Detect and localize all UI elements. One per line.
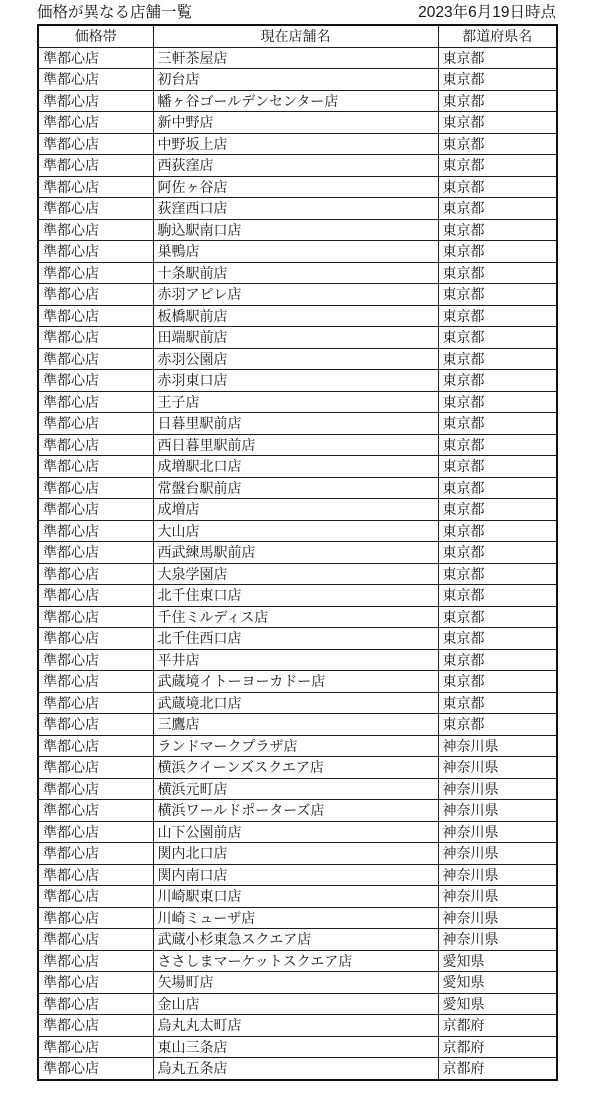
- prefecture-cell: 東京都: [438, 176, 557, 198]
- store-name-cell: 関内南口店: [153, 864, 438, 886]
- prefecture-cell: 東京都: [438, 305, 557, 327]
- prefecture-cell: 東京都: [438, 155, 557, 177]
- table-row: [38, 649, 557, 671]
- prefecture-cell: 神奈川県: [438, 778, 557, 800]
- store-name-cell: 板橋駅前店: [153, 305, 438, 327]
- table-row: [38, 628, 557, 650]
- prefecture-cell: 東京都: [438, 606, 557, 628]
- store-name-cell: 三軒茶屋店: [153, 47, 438, 69]
- prefecture-cell: 東京都: [438, 133, 557, 155]
- price-band-cell: 準都心店: [38, 47, 153, 69]
- store-name-cell: 平井店: [153, 649, 438, 671]
- table-row: [38, 542, 557, 564]
- store-name-cell: 山下公園前店: [153, 821, 438, 843]
- prefecture-cell: 神奈川県: [438, 821, 557, 843]
- store-name-cell: 新中野店: [153, 112, 438, 134]
- store-name-cell: 武蔵境イトーヨーカドー店: [153, 671, 438, 693]
- store-name-cell: 成増店: [153, 499, 438, 521]
- prefecture-cell: 京都府: [438, 1015, 557, 1037]
- store-name-cell: 大泉学園店: [153, 563, 438, 585]
- store-name-cell: 武蔵小杉東急スクエア店: [153, 929, 438, 951]
- price-band-cell: 準都心店: [38, 907, 153, 929]
- table-row: [38, 219, 557, 241]
- titlebar: [37, 2, 556, 23]
- price-band-cell: 準都心店: [38, 606, 153, 628]
- price-band-cell: 準都心店: [38, 1036, 153, 1058]
- table-row: [38, 671, 557, 693]
- store-name-cell: 川崎駅東口店: [153, 886, 438, 908]
- store-name-cell: 大山店: [153, 520, 438, 542]
- table-row: [38, 606, 557, 628]
- price-band-cell: 準都心店: [38, 262, 153, 284]
- store-name-cell: 東山三条店: [153, 1036, 438, 1058]
- store-name-cell: 中野坂上店: [153, 133, 438, 155]
- store-name-cell: 赤羽アピレ店: [153, 284, 438, 306]
- store-name-cell: 西武練馬駅前店: [153, 542, 438, 564]
- table-row: [38, 155, 557, 177]
- store-name-cell: 北千住西口店: [153, 628, 438, 650]
- store-name-cell: 十条駅前店: [153, 262, 438, 284]
- store-name-cell: 西荻窪店: [153, 155, 438, 177]
- table-row: [38, 692, 557, 714]
- price-band-cell: 準都心店: [38, 1058, 153, 1080]
- price-band-cell: 準都心店: [38, 929, 153, 951]
- column-header-store-name: 現在店舗名: [153, 25, 438, 47]
- store-name-cell: 西日暮里駅前店: [153, 434, 438, 456]
- price-band-cell: 準都心店: [38, 714, 153, 736]
- table-row: [38, 112, 557, 134]
- table-row: [38, 1058, 557, 1080]
- table-row: [38, 735, 557, 757]
- table-row: [38, 90, 557, 112]
- store-name-cell: 関内北口店: [153, 843, 438, 865]
- table-row: [38, 757, 557, 779]
- price-band-cell: 準都心店: [38, 241, 153, 263]
- prefecture-cell: 東京都: [438, 477, 557, 499]
- table-row: [38, 348, 557, 370]
- price-band-cell: 準都心店: [38, 886, 153, 908]
- table-row: [38, 864, 557, 886]
- table-row: [38, 370, 557, 392]
- price-band-cell: 準都心店: [38, 628, 153, 650]
- table-row: [38, 821, 557, 843]
- table-row: [38, 391, 557, 413]
- prefecture-cell: 東京都: [438, 542, 557, 564]
- price-band-cell: 準都心店: [38, 477, 153, 499]
- store-name-cell: 三鷹店: [153, 714, 438, 736]
- prefecture-cell: 神奈川県: [438, 757, 557, 779]
- table-row: [38, 993, 557, 1015]
- prefecture-cell: 東京都: [438, 284, 557, 306]
- price-band-cell: 準都心店: [38, 778, 153, 800]
- store-name-cell: 田端駅前店: [153, 327, 438, 349]
- price-band-cell: 準都心店: [38, 800, 153, 822]
- column-header-price-band: 価格帯: [38, 25, 153, 47]
- store-name-cell: 王子店: [153, 391, 438, 413]
- store-name-cell: 千住ミルディス店: [153, 606, 438, 628]
- prefecture-cell: 東京都: [438, 628, 557, 650]
- prefecture-cell: 東京都: [438, 112, 557, 134]
- store-name-cell: 金山店: [153, 993, 438, 1015]
- prefecture-cell: 東京都: [438, 456, 557, 478]
- price-band-cell: 準都心店: [38, 370, 153, 392]
- prefecture-cell: 東京都: [438, 90, 557, 112]
- as-of-date: 2023年6月19日時点: [418, 4, 556, 21]
- table-row: [38, 563, 557, 585]
- price-band-cell: 準都心店: [38, 520, 153, 542]
- prefecture-cell: 東京都: [438, 391, 557, 413]
- table-row: [38, 198, 557, 220]
- prefecture-cell: 東京都: [438, 649, 557, 671]
- prefecture-cell: 神奈川県: [438, 886, 557, 908]
- prefecture-cell: 愛知県: [438, 950, 557, 972]
- price-band-cell: 準都心店: [38, 821, 153, 843]
- store-name-cell: 初台店: [153, 69, 438, 91]
- store-name-cell: 荻窪西口店: [153, 198, 438, 220]
- store-name-cell: 横浜元町店: [153, 778, 438, 800]
- prefecture-cell: 京都府: [438, 1036, 557, 1058]
- store-name-cell: 幡ヶ谷ゴールデンセンター店: [153, 90, 438, 112]
- store-table: [37, 24, 558, 1081]
- prefecture-cell: 東京都: [438, 370, 557, 392]
- price-band-cell: 準都心店: [38, 542, 153, 564]
- prefecture-cell: 東京都: [438, 327, 557, 349]
- price-band-cell: 準都心店: [38, 950, 153, 972]
- prefecture-cell: 神奈川県: [438, 843, 557, 865]
- store-name-cell: 横浜ワールドポーターズ店: [153, 800, 438, 822]
- prefecture-cell: 京都府: [438, 1058, 557, 1080]
- prefecture-cell: 神奈川県: [438, 929, 557, 951]
- prefecture-cell: 東京都: [438, 499, 557, 521]
- table-row: [38, 133, 557, 155]
- price-band-cell: 準都心店: [38, 456, 153, 478]
- table-row: [38, 778, 557, 800]
- store-name-cell: 巣鴨店: [153, 241, 438, 263]
- column-header-prefecture: 都道府県名: [438, 25, 557, 47]
- table-row: [38, 327, 557, 349]
- price-band-cell: 準都心店: [38, 391, 153, 413]
- store-name-cell: 烏丸丸太町店: [153, 1015, 438, 1037]
- table-row: [38, 886, 557, 908]
- table-row: [38, 434, 557, 456]
- table-row: [38, 520, 557, 542]
- price-band-cell: 準都心店: [38, 585, 153, 607]
- store-name-cell: 武蔵境北口店: [153, 692, 438, 714]
- price-band-cell: 準都心店: [38, 327, 153, 349]
- table-row: [38, 929, 557, 951]
- prefecture-cell: 東京都: [438, 47, 557, 69]
- table-row: [38, 47, 557, 69]
- table-body: [38, 47, 557, 1080]
- table-row: [38, 241, 557, 263]
- store-name-cell: 横浜クイーンズスクエア店: [153, 757, 438, 779]
- prefecture-cell: 神奈川県: [438, 800, 557, 822]
- price-band-cell: 準都心店: [38, 993, 153, 1015]
- price-band-cell: 準都心店: [38, 305, 153, 327]
- table-row: [38, 284, 557, 306]
- store-name-cell: 成増駅北口店: [153, 456, 438, 478]
- price-band-cell: 準都心店: [38, 864, 153, 886]
- prefecture-cell: 東京都: [438, 219, 557, 241]
- prefecture-cell: 東京都: [438, 241, 557, 263]
- prefecture-cell: 東京都: [438, 563, 557, 585]
- prefecture-cell: 東京都: [438, 714, 557, 736]
- price-band-cell: 準都心店: [38, 69, 153, 91]
- store-name-cell: 駒込駅南口店: [153, 219, 438, 241]
- table-row: [38, 456, 557, 478]
- prefecture-cell: 愛知県: [438, 972, 557, 994]
- prefecture-cell: 神奈川県: [438, 907, 557, 929]
- price-band-cell: 準都心店: [38, 757, 153, 779]
- price-band-cell: 準都心店: [38, 671, 153, 693]
- price-band-cell: 準都心店: [38, 692, 153, 714]
- table-row: [38, 305, 557, 327]
- store-name-cell: 北千住東口店: [153, 585, 438, 607]
- price-band-cell: 準都心店: [38, 649, 153, 671]
- table-row: [38, 907, 557, 929]
- prefecture-cell: 東京都: [438, 520, 557, 542]
- page-title: 価格が異なる店舗一覧: [37, 4, 193, 21]
- table-row: [38, 585, 557, 607]
- price-band-cell: 準都心店: [38, 90, 153, 112]
- prefecture-cell: 東京都: [438, 198, 557, 220]
- price-band-cell: 準都心店: [38, 843, 153, 865]
- price-band-cell: 準都心店: [38, 198, 153, 220]
- table-row: [38, 1015, 557, 1037]
- prefecture-cell: 東京都: [438, 262, 557, 284]
- table-row: [38, 843, 557, 865]
- table-row: [38, 1036, 557, 1058]
- prefecture-cell: 東京都: [438, 692, 557, 714]
- prefecture-cell: 東京都: [438, 348, 557, 370]
- prefecture-cell: 神奈川県: [438, 735, 557, 757]
- prefecture-cell: 東京都: [438, 69, 557, 91]
- table-row: [38, 69, 557, 91]
- price-band-cell: 準都心店: [38, 413, 153, 435]
- price-band-cell: 準都心店: [38, 972, 153, 994]
- prefecture-cell: 東京都: [438, 434, 557, 456]
- store-name-cell: 烏丸五条店: [153, 1058, 438, 1080]
- table-row: [38, 176, 557, 198]
- store-name-cell: 阿佐ヶ谷店: [153, 176, 438, 198]
- prefecture-cell: 東京都: [438, 413, 557, 435]
- table-row: [38, 714, 557, 736]
- price-band-cell: 準都心店: [38, 434, 153, 456]
- store-name-cell: 矢場町店: [153, 972, 438, 994]
- table-row: [38, 477, 557, 499]
- table-row: [38, 262, 557, 284]
- store-name-cell: 赤羽公園店: [153, 348, 438, 370]
- store-name-cell: 日暮里駅前店: [153, 413, 438, 435]
- table-row: [38, 499, 557, 521]
- price-band-cell: 準都心店: [38, 112, 153, 134]
- price-band-cell: 準都心店: [38, 735, 153, 757]
- table-row: [38, 413, 557, 435]
- price-band-cell: 準都心店: [38, 284, 153, 306]
- prefecture-cell: 愛知県: [438, 993, 557, 1015]
- table-row: [38, 950, 557, 972]
- table-header: [38, 25, 557, 47]
- table-row: [38, 972, 557, 994]
- price-band-cell: 準都心店: [38, 499, 153, 521]
- store-name-cell: ささしまマーケットスクエア店: [153, 950, 438, 972]
- header-row: [38, 25, 557, 47]
- price-band-cell: 準都心店: [38, 563, 153, 585]
- prefecture-cell: 神奈川県: [438, 864, 557, 886]
- store-name-cell: 川崎ミューザ店: [153, 907, 438, 929]
- price-band-cell: 準都心店: [38, 1015, 153, 1037]
- price-band-cell: 準都心店: [38, 348, 153, 370]
- store-name-cell: ランドマークプラザ店: [153, 735, 438, 757]
- store-name-cell: 常盤台駅前店: [153, 477, 438, 499]
- table-row: [38, 800, 557, 822]
- price-band-cell: 準都心店: [38, 219, 153, 241]
- price-band-cell: 準都心店: [38, 155, 153, 177]
- prefecture-cell: 東京都: [438, 585, 557, 607]
- price-band-cell: 準都心店: [38, 176, 153, 198]
- prefecture-cell: 東京都: [438, 671, 557, 693]
- price-band-cell: 準都心店: [38, 133, 153, 155]
- store-name-cell: 赤羽東口店: [153, 370, 438, 392]
